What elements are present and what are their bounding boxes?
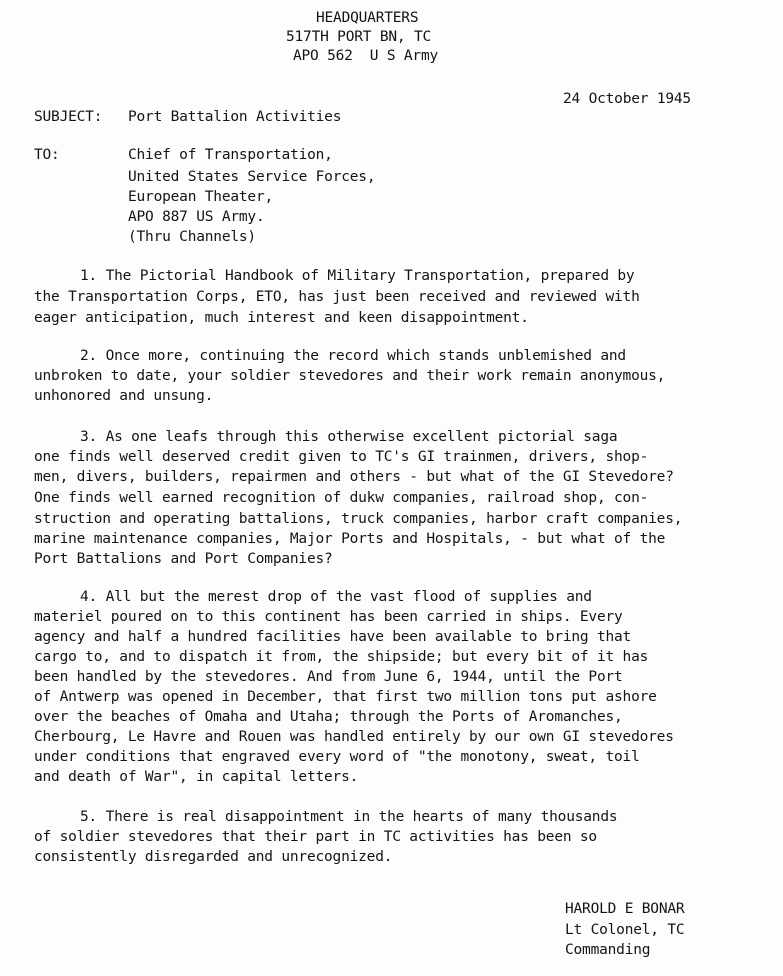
- paragraph-4-line: 4. All but the merest drop of the vast flood of supplies and: [80, 589, 592, 605]
- to-line: APO 887 US Army.: [128, 209, 265, 225]
- paragraph-4-line: been handled by the stevedores. And from June 6, 1944, until the Port: [34, 669, 623, 685]
- paragraph-4-line: under conditions that engraved every word of "the monotony, sweat, toil: [34, 749, 640, 765]
- subject-label: SUBJECT:: [34, 109, 103, 125]
- letterhead-line-1: HEADQUARTERS: [316, 10, 419, 26]
- letterhead-line-2: 517TH PORT BN, TC: [286, 29, 432, 45]
- paragraph-2-line: unhonored and unsung.: [34, 388, 214, 404]
- paragraph-4-line: over the beaches of Omaha and Utaha; through the Ports of Aromanches,: [34, 709, 623, 725]
- letterhead-line-3: APO 562 U S Army: [293, 48, 439, 64]
- to-line: (Thru Channels): [128, 229, 256, 245]
- paragraph-3-line: men, divers, builders, repairmen and others - but what of the GI Stevedore?: [34, 469, 674, 485]
- paragraph-4-line: of Antwerp was opened in December, that first two million tons put ashore: [34, 689, 657, 705]
- to-line: European Theater,: [128, 189, 274, 205]
- paragraph-4-line: agency and half a hundred facilities have been available to bring that: [34, 629, 632, 645]
- signature-name: HAROLD E BONAR: [565, 901, 685, 917]
- paragraph-4-line: and death of War", in capital letters.: [34, 769, 359, 785]
- paragraph-3-line: struction and operating battalions, truck companies, harbor craft companies,: [34, 511, 683, 527]
- to-line: United States Service Forces,: [128, 169, 376, 185]
- paragraph-3-line: one finds well deserved credit given to TC's GI trainmen, drivers, shop-: [34, 449, 649, 465]
- paragraph-3-line: One finds well earned recognition of dukw companies, railroad shop, con-: [34, 490, 649, 506]
- letter-date: 24 October 1945: [563, 91, 691, 107]
- to-line: Chief of Transportation,: [128, 147, 333, 163]
- paragraph-5-line: consistently disregarded and unrecognized.: [34, 849, 393, 865]
- paragraph-4-line: cargo to, and to dispatch it from, the shipside; but every bit of it has: [34, 649, 649, 665]
- paragraph-1-line: 1. The Pictorial Handbook of Military Transportation, prepared by: [80, 268, 635, 284]
- paragraph-4-line: Cherbourg, Le Havre and Rouen was handled entirely by our own GI stevedores: [34, 729, 674, 745]
- paragraph-5-line: 5. There is real disappointment in the hearts of many thousands: [80, 809, 618, 825]
- paragraph-4-line: materiel poured on to this continent has been carried in ships. Every: [34, 609, 623, 625]
- to-label: TO:: [34, 147, 60, 163]
- paragraph-1-line: eager anticipation, much interest and keen disappointment.: [34, 310, 529, 326]
- paragraph-2-line: unbroken to date, your soldier stevedores and their work remain anonymous,: [34, 368, 666, 384]
- paragraph-2-line: 2. Once more, continuing the record which stands unblemished and: [80, 348, 626, 364]
- signature-rank: Lt Colonel, TC: [565, 922, 685, 938]
- subject-text: Port Battalion Activities: [128, 109, 342, 125]
- paragraph-5-line: of soldier stevedores that their part in TC activities has been so: [34, 829, 597, 845]
- paragraph-3-line: Port Battalions and Port Companies?: [34, 551, 333, 567]
- paragraph-3-line: 3. As one leafs through this otherwise excellent pictorial saga: [80, 429, 618, 445]
- paragraph-3-line: marine maintenance companies, Major Ports and Hospitals, - but what of the: [34, 531, 666, 547]
- paragraph-1-line: the Transportation Corps, ETO, has just been received and reviewed with: [34, 289, 640, 305]
- signature-title: Commanding: [565, 942, 651, 958]
